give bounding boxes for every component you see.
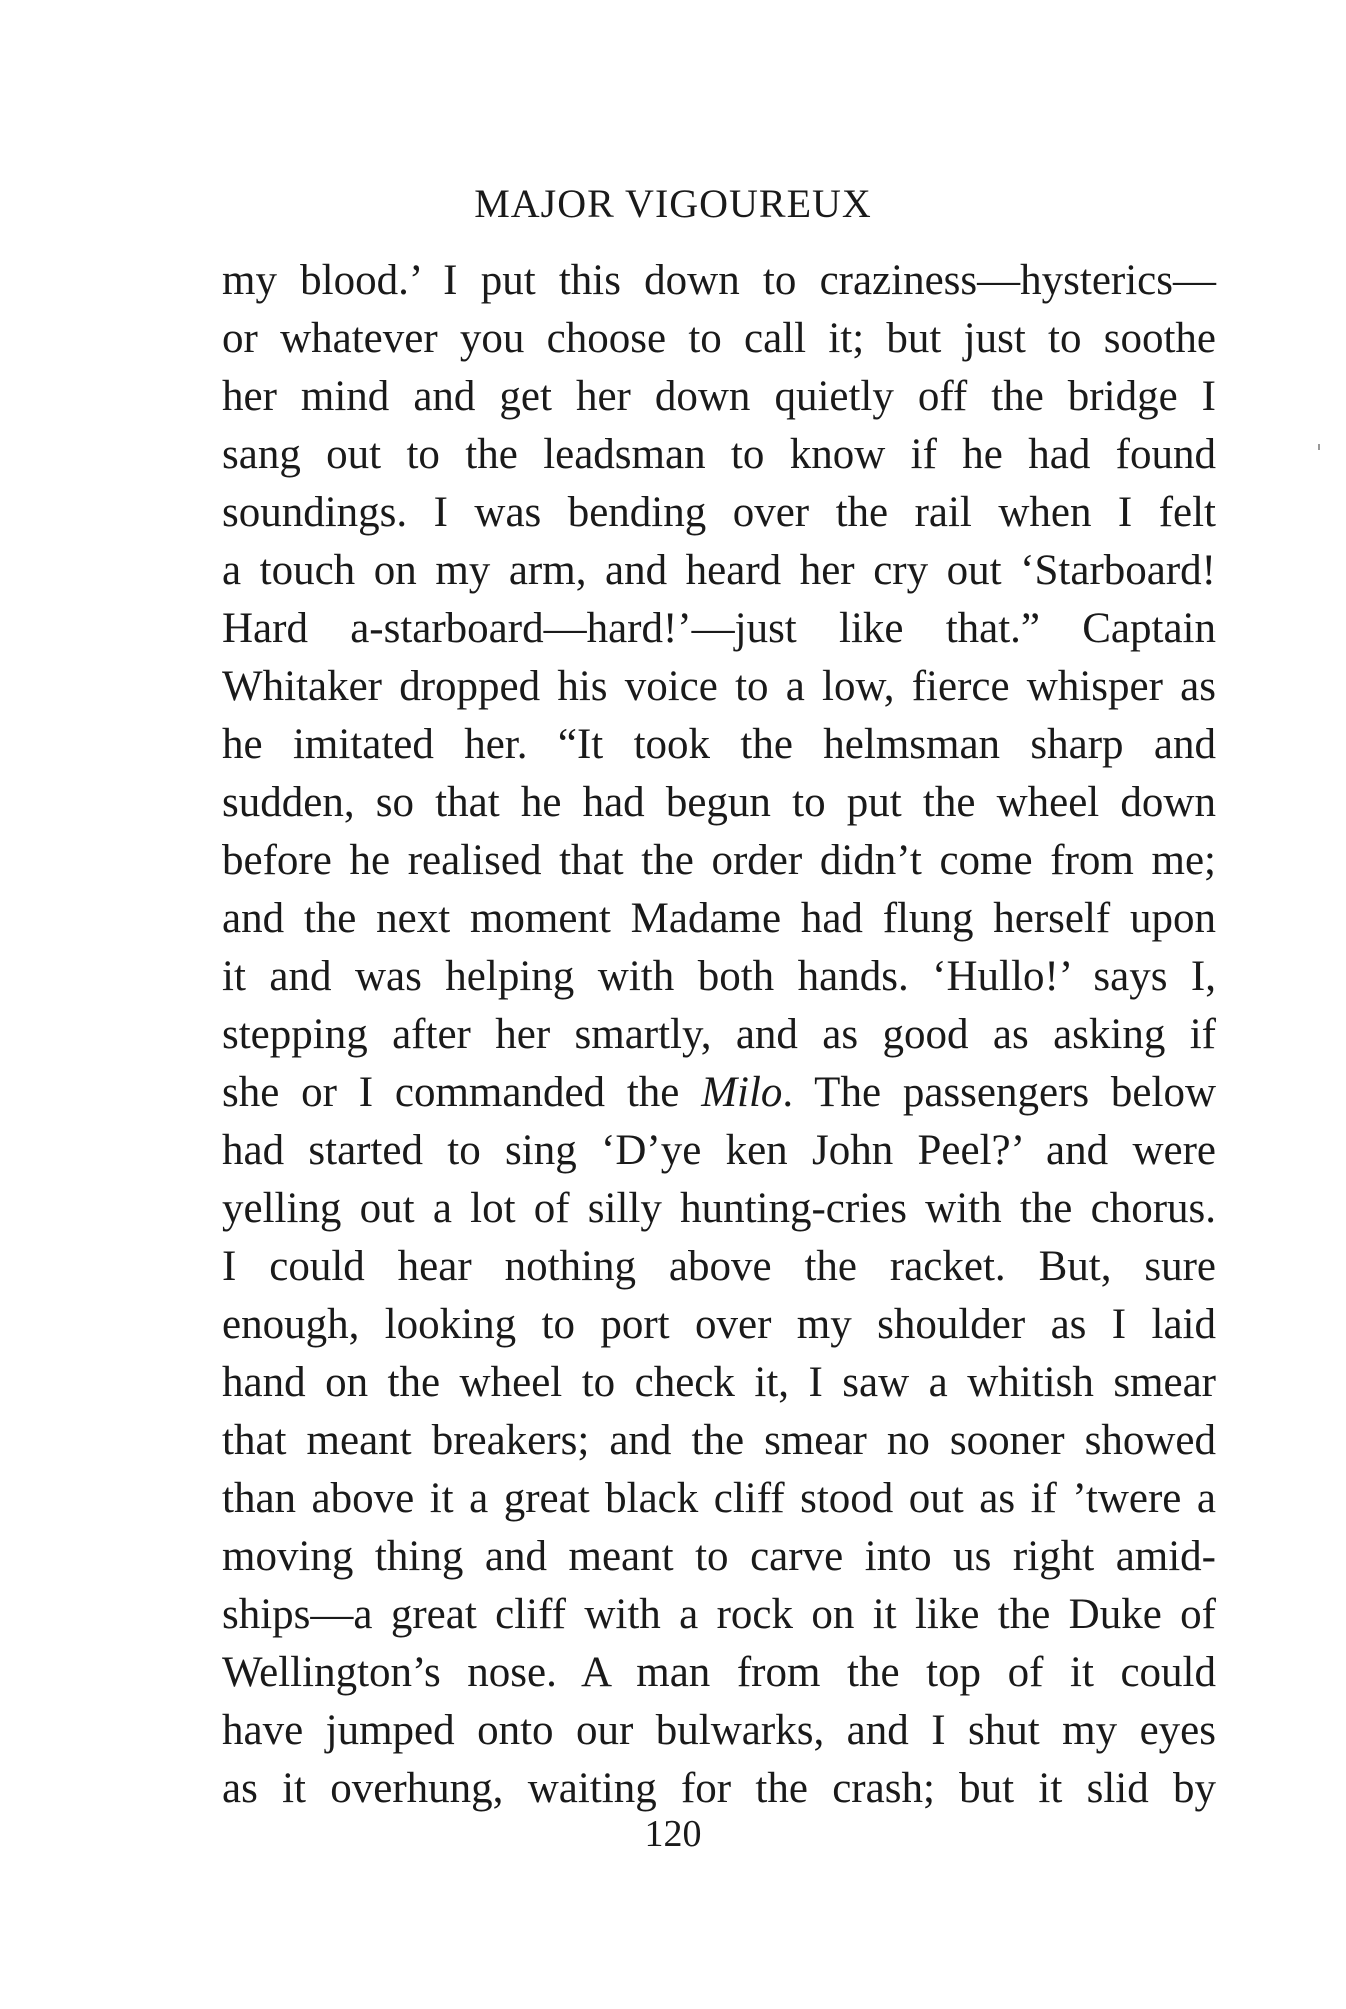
- text-line: Wellington’s nose. A man from the top of it could: [222, 1649, 1216, 1696]
- text-line: she or I commanded the Milo. The passengers below: [222, 1069, 1217, 1116]
- text-line: and the next moment Madame had flung herself upon: [222, 895, 1216, 942]
- body-text: [222, 252, 1216, 1818]
- text-line: her mind and get her down quietly off the bridge I: [222, 373, 1216, 420]
- text-line: my blood.’ I put this down to craziness—hysterics—: [222, 257, 1216, 304]
- text-line: moving thing and meant to carve into us right amid-: [222, 1533, 1216, 1580]
- running-head: MAJOR VIGOUREUX: [474, 181, 872, 226]
- text-line: as it overhung, waiting for the crash; but it slid by: [222, 1765, 1216, 1812]
- text-line: yelling out a lot of silly hunting-cries with the chorus.: [222, 1185, 1216, 1232]
- page-number: 120: [644, 1813, 702, 1855]
- text-line: had started to sing ‘D’ye ken John Peel?’ and were: [222, 1127, 1216, 1174]
- text-line: or whatever you choose to call it; but just to soothe: [222, 315, 1216, 362]
- text-line: a touch on my arm, and heard her cry out ‘Starboard!: [222, 547, 1216, 594]
- text-line: sang out to the leadsman to know if he had found: [222, 431, 1216, 478]
- text-line: hand on the wheel to check it, I saw a whitish smear: [222, 1359, 1216, 1406]
- italic-ship-name: Milo: [701, 1069, 783, 1116]
- text-line: I could hear nothing above the racket. But, sure: [222, 1243, 1216, 1290]
- text-line: ships—a great cliff with a rock on it like the Duke of: [222, 1591, 1216, 1638]
- text-line: than above it a great black cliff stood out as if ’twere a: [222, 1475, 1216, 1522]
- text-line: before he realised that the order didn’t come from me;: [222, 837, 1216, 884]
- text-line: it and was helping with both hands. ‘Hullo!’ says I,: [222, 953, 1216, 1000]
- text-line: Hard a-starboard—hard!’—just like that.” Captain: [222, 605, 1216, 652]
- text-line: Whitaker dropped his voice to a low, fierce whisper as: [222, 663, 1216, 710]
- text-line: have jumped onto our bulwarks, and I shut my eyes: [222, 1707, 1216, 1754]
- text-line: that meant breakers; and the smear no sooner showed: [222, 1417, 1216, 1464]
- text-line: soundings. I was bending over the rail when I felt: [222, 489, 1216, 536]
- text-line: sudden, so that he had begun to put the wheel down: [222, 779, 1216, 826]
- text-line: he imitated her. “It took the helmsman sharp and: [222, 721, 1216, 768]
- text-line: enough, looking to port over my shoulder as I laid: [222, 1301, 1216, 1348]
- scan-speck: [1318, 444, 1320, 450]
- text-line: stepping after her smartly, and as good as asking if: [222, 1011, 1216, 1058]
